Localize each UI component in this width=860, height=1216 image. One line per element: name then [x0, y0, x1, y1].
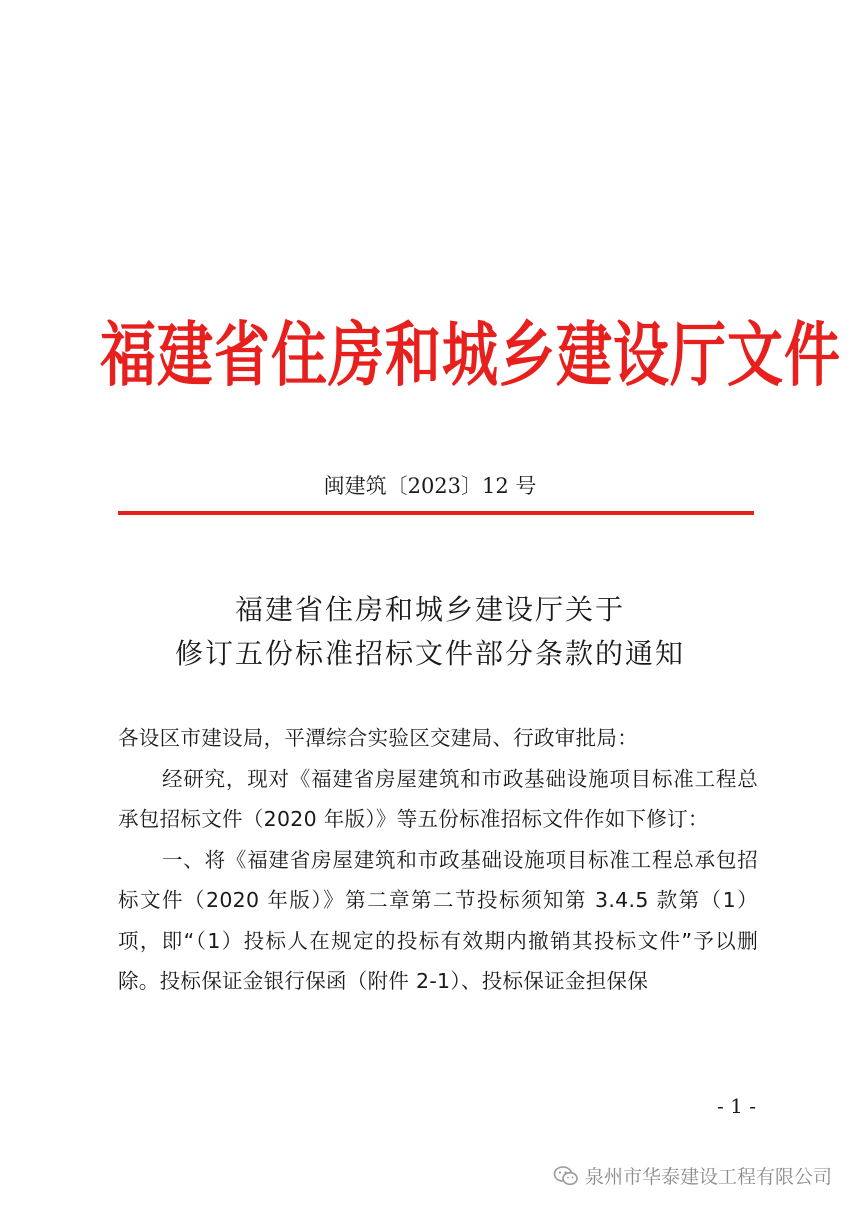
document-number: 闽建筑〔2023〕12 号	[323, 474, 537, 498]
watermark	[553, 1162, 832, 1189]
salutation: 各设区市建设局，平潭综合实验区交建局、行政审批局：	[118, 726, 638, 750]
red-divider-line	[118, 511, 754, 515]
watermark-text: 泉州市华泰建设工程有限公司	[584, 1166, 832, 1188]
notice-title-line-2: 修订五份标准招标文件部分条款的通知	[174, 637, 685, 670]
notice-body	[118, 718, 758, 1002]
notice-title	[0, 588, 860, 676]
masthead-title: 福建省住房和城乡建设厅文件	[100, 315, 841, 397]
wechat-icon	[553, 1165, 579, 1187]
body-paragraph: 一、将《福建省房屋建筑和市政基础设施项目标准工程总承包招标文件（2020 年版）》第二章第二节投标须知第 3.4.5 款第（1）项，即“（1）投标人在规定的投标有效期内撤销其投标文件”予以删除。投标保证金银行保函（附件 2-1）、投标保证金担保保	[118, 847, 758, 993]
page-number: - 1 -	[717, 1094, 756, 1118]
notice-title-line-1: 福建省住房和城乡建设厅关于	[234, 593, 625, 626]
body-paragraph: 经研究，现对《福建省房屋建筑和市政基础设施项目标准工程总承包招标文件（2020 年版）》等五份标准招标文件作如下修订：	[118, 766, 758, 831]
